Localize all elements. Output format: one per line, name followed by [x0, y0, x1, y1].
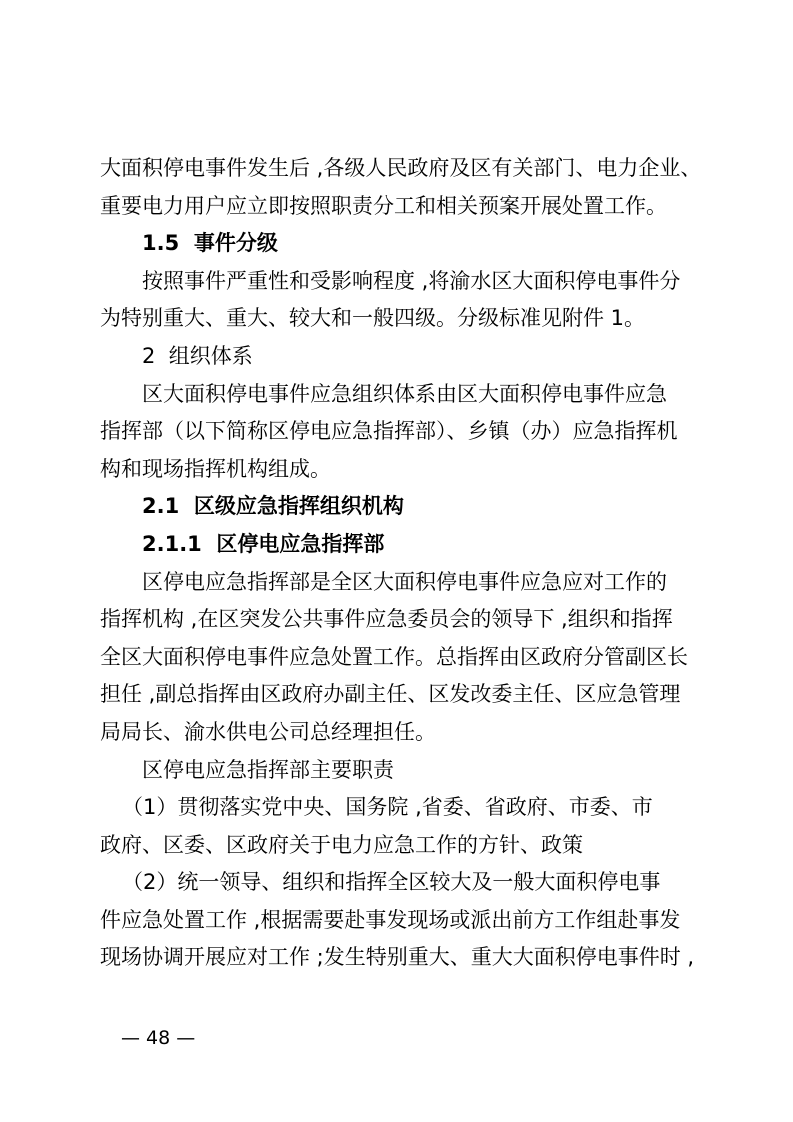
page-content: [100, 150, 714, 977]
list-item-2: （2）统一领导、组织和指挥全区较大及一般大面积停电事: [122, 870, 661, 895]
page-number: — 48 —: [121, 1027, 196, 1049]
text-line: 担任 ,副总指挥由区政府办副主任、区发改委主任、区应急管理: [100, 682, 681, 707]
text-line: 全区大面积停电事件应急处置工作。总指挥由区政府分管副区长: [100, 644, 688, 669]
text-line: 政府、区委、区政府关于电力应急工作的方针、政策: [100, 832, 583, 857]
section-heading-1-5: 1.5 事件分级: [142, 231, 278, 256]
text-line: 局局长、渝水供电公司总经理担任。: [100, 719, 436, 744]
section-heading-2: 2 组织体系: [142, 343, 253, 368]
section-heading-2-1: 2.1 区级应急指挥组织机构: [142, 494, 404, 519]
text-line: 为特别重大、重大、较大和一般四级。分级标准见附件 1。: [100, 306, 646, 331]
text-line: 区停电应急指挥部是全区大面积停电事件应急应对工作的: [142, 569, 667, 594]
text-line: 指挥机构 ,在区突发公共事件应急委员会的领导下 ,组织和指挥: [100, 607, 673, 632]
list-item-1: （1）贯彻落实党中央、国务院 ,省委、省政府、市委、市: [122, 795, 653, 820]
text-line: 大面积停电事件发生后 ,各级人民政府及区有关部门、电力企业、: [100, 156, 702, 180]
text-line: 件应急处置工作 ,根据需要赴事发现场或派出前方工作组赴事发: [100, 907, 681, 932]
text-line: 按照事件严重性和受影响程度 ,将渝水区大面积停电事件分: [142, 268, 681, 293]
text-line: 区停电应急指挥部主要职责: [142, 757, 394, 782]
text-line: 指挥部（以下简称区停电应急指挥部）、乡镇（办）应急指挥机: [100, 419, 678, 444]
text-line: 构和现场指挥机构组成。: [100, 456, 331, 481]
text-line: 区大面积停电事件应急组织体系由区大面积停电事件应急: [142, 381, 667, 406]
text-line: 现场协调开展应对工作 ;发生特别重大、重大大面积停电事件时 ,: [100, 945, 695, 970]
section-heading-2-1-1: 2.1.1 区停电应急指挥部: [142, 531, 385, 556]
text-line: 重要电力用户应立即按照职责分工和相关预案开展处置工作。: [100, 193, 667, 218]
